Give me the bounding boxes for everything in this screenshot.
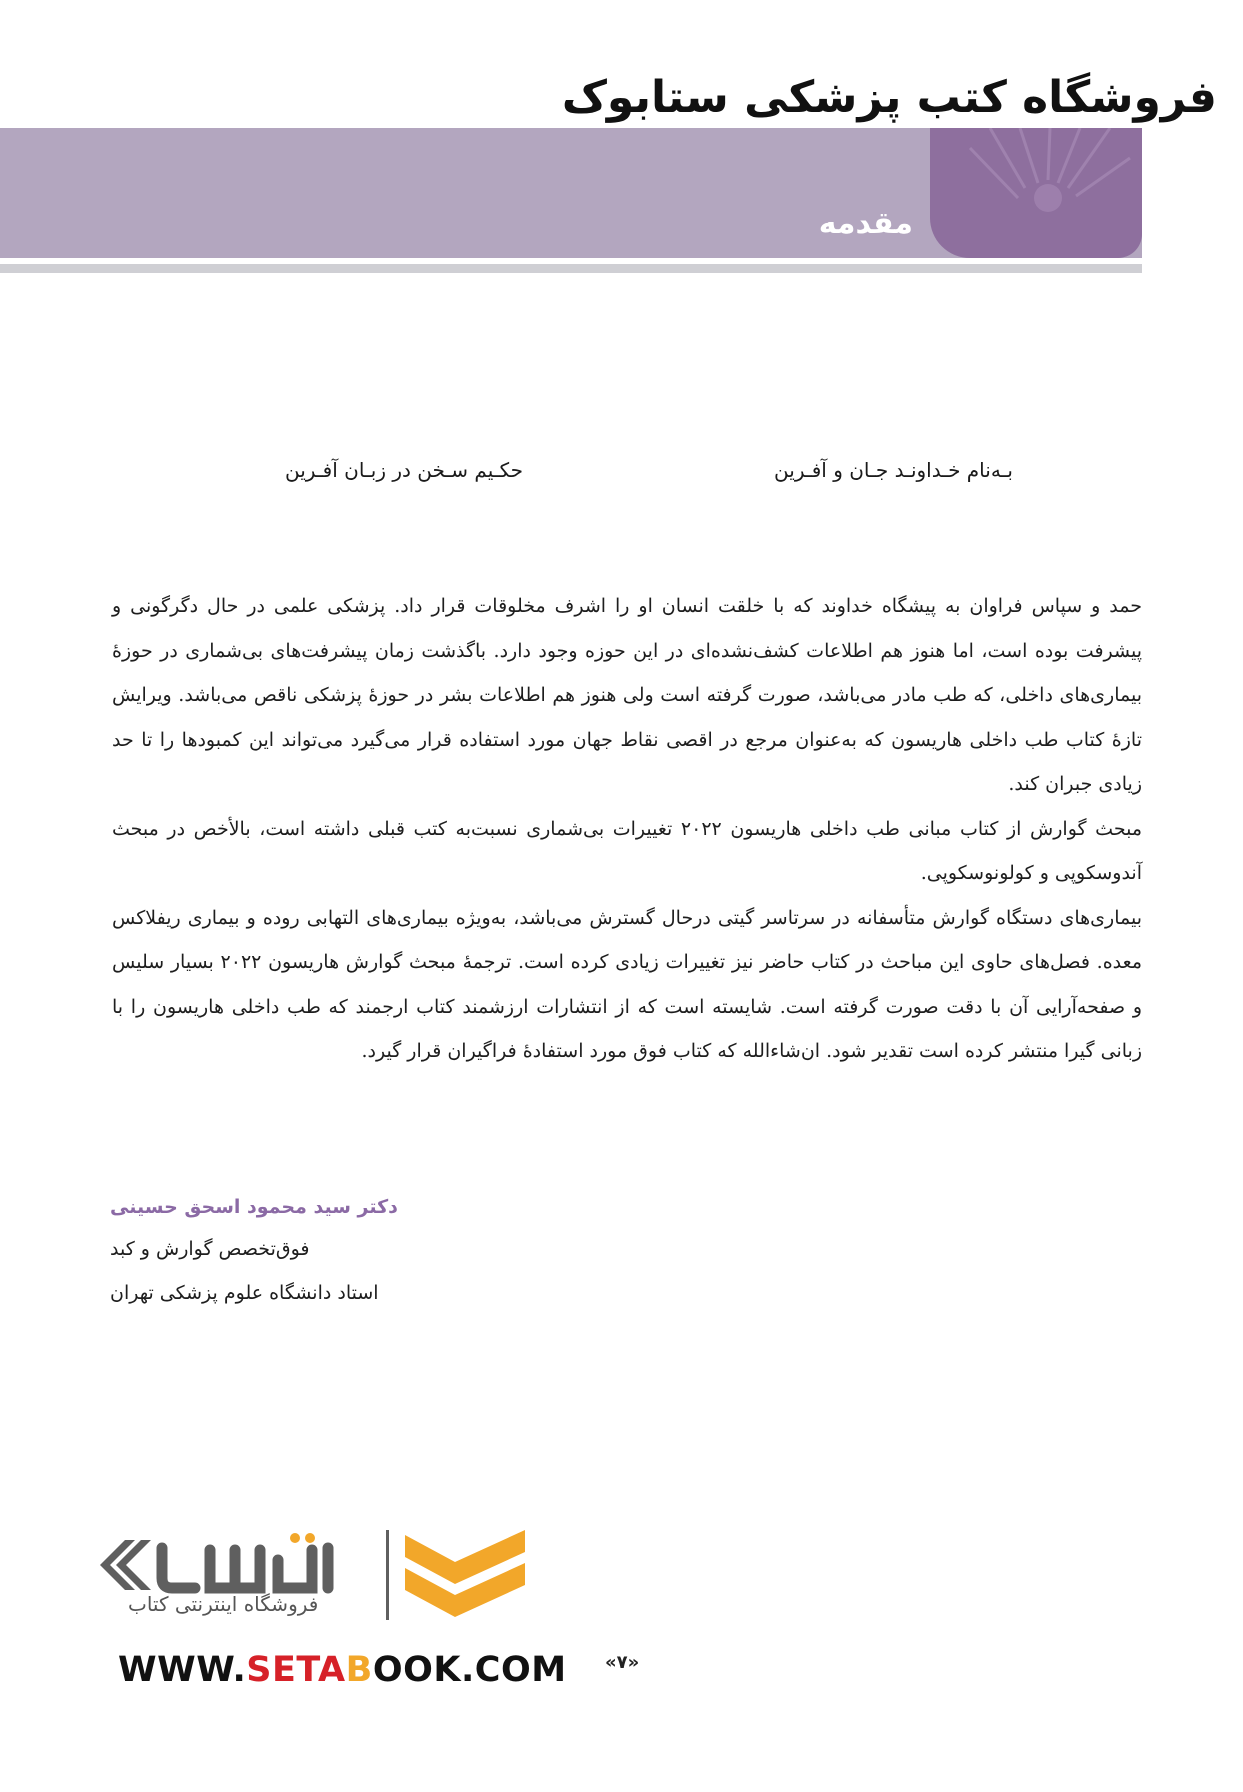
url-part: B — [345, 1650, 373, 1690]
url-part: WWW. — [118, 1650, 247, 1690]
poem-line-2: حکـیم سـخن در زبـان آفـرین — [284, 458, 523, 482]
signature-title-2: استاد دانشگاه علوم پزشکی تهران — [110, 1282, 379, 1304]
chapter-banner-tab — [930, 128, 1142, 258]
paragraph: حمد و سپاس فراوان به پیشگاه خداوند که با خلقت انسان او را اشرف مخلوقات قرار داد. پزشکی علمی در حال دگرگونی و پیشرفت بوده است، اما هنوز هم اطلاعات کشف‌نشده‌ای در این حوزه وجود دارد. باگذشت زمان پیشرفت‌های بی‌شماری در حوزهٔ بیماری‌های داخلی، که طب مادر می‌باشد، صورت گرفته است ولی هنوز هم اطلاعات بشر در حوزهٔ پزشکی ناقص می‌باشد. ویرایش تازهٔ کتاب طب داخلی هاریسون که به‌عنوان مرجع در اقصی نقاط جهان مورد استفاده قرار می‌گیرد می‌تواند این کمبودها را تا حد زیادی جبران کند. — [112, 595, 1142, 795]
signature-name: دکتر سید محمود اسحق حسینی — [110, 1196, 398, 1218]
preface-body — [112, 584, 1142, 1074]
paragraph: بیماری‌های دستگاه گوارش متأسفانه در سرتاسر گیتی درحال گسترش می‌باشد، به‌ویژه بیماری‌های التهابی روده و بیماری ریفلاکس معده. فصل‌های حاوی این مباحث در کتاب حاضر نیز تغییرات زیادی کرده است. ترجمهٔ مبحث گوارش هاریسون ۲۰۲۲ بسیار سلیس و صفحه‌آرایی آن با دقت صورت گرفته است. شایسته است که از انتشارات ارزشمند کتاب ارجمند که طب داخلی هاریسون را با زبانی گیرا منتشر کرده است تقدیر شود. ان‌شاءالله که کتاب فوق مورد استفادهٔ فراگیران قرار گیرد. — [112, 906, 1142, 1062]
signature-title-1: فوق‌تخصص گوارش و کبد — [110, 1238, 310, 1260]
divider-line — [0, 264, 1142, 273]
poem-line-1: بـه‌نام خـداونـد جـان و آفـرین — [774, 458, 1013, 482]
website-url[interactable] — [118, 1650, 567, 1690]
brand-tagline: فروشگاه اینترنتی کتاب — [128, 1592, 319, 1616]
chapter-title: مقدمه — [818, 206, 913, 241]
decorative-rays — [930, 128, 1142, 258]
url-part: OOK.COM — [372, 1650, 567, 1690]
page-number: «۷» — [605, 1652, 640, 1673]
store-header-title: فروشگاه کتب پزشکی ستابوک — [561, 72, 1217, 123]
url-part: SETA — [246, 1650, 346, 1690]
paragraph: مبحث گوارش از کتاب مبانی طب داخلی هاریسون ۲۰۲۲ تغییرات بی‌شماری نسبت‌به کتب قبلی داشته است، بالأخص در مبحث آندوسکوپی و کولونوسکوپی. — [112, 817, 1142, 884]
